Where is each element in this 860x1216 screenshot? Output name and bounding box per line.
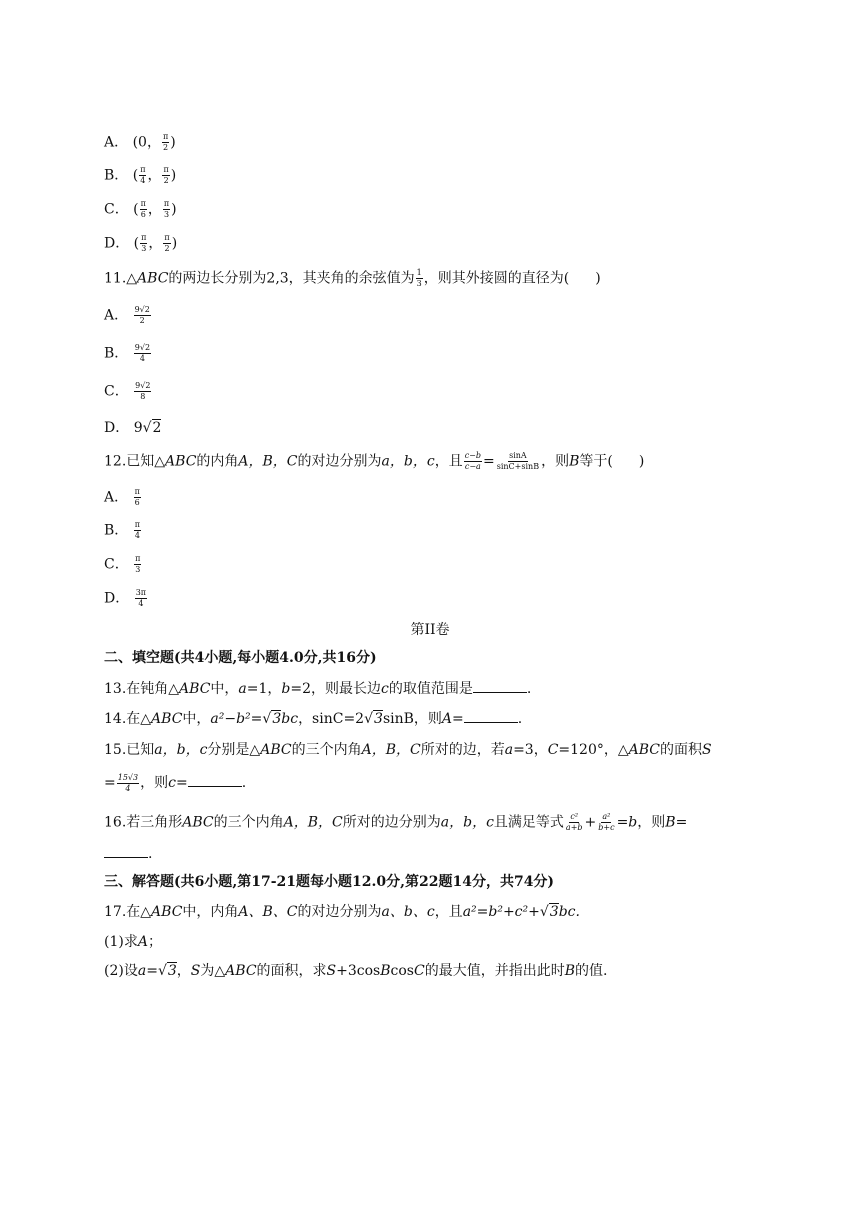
- q10-option-a: A． (0， $\frac{\pi}{2}$ ): [104, 132, 176, 152]
- q10-option-c: C． ( $\frac{\pi}{6}$ ， $\frac{\pi}{3}$ ): [104, 199, 177, 219]
- q16-line2: .: [104, 843, 152, 864]
- q11-option-a: A． $\frac{9√2}{2}$: [104, 305, 150, 325]
- answer-blank: [473, 678, 527, 693]
- q12-option-d: D． $\frac{3\pi}{4}$: [104, 588, 147, 608]
- part3-heading: 三、解答题(共6小题,第17-21题每小题12.0分,第22题14分，共74分): [104, 874, 555, 890]
- q11-stem: 11.△ABC的两边长分别为2,3，其夹角的余弦值为 $\frac{1}{3}$ ，则其外接圆的直径为( ): [104, 268, 601, 288]
- q15-line1: 15.已知a，b，c分别是△ABC的三个内角A，B，C所对的边，若a=3，C=120°，△ABC的面积S: [104, 742, 712, 758]
- q16-line1: 16.若三角形ABC的三个内角A，B，C所对的边分别为a，b，c且满足等式 $\frac{\text{c²}}{a+b}$ + $\frac{\text{a²}}{b+c}$ =b，则B=: [104, 812, 688, 832]
- section-title: 第II卷: [410, 622, 450, 638]
- q13: 13.在钝角△ABC中，a=1，b=2，则最长边c的取值范围是 .: [104, 678, 531, 699]
- answer-blank: [104, 843, 148, 858]
- q17-sub2: (2)设a=√3，S为△ABC的面积，求S+3cosBcosC的最大值，并指出此时B的值.: [104, 963, 608, 979]
- fraction: $\frac{\pi}{2}$: [162, 132, 169, 152]
- q11-option-c: C． $\frac{9√2}{8}$: [104, 381, 151, 401]
- q10-option-b: B． ( $\frac{\pi}{4}$ ， $\frac{\pi}{2}$ ): [104, 165, 177, 185]
- q10-option-d: D． ( $\frac{\pi}{3}$ ， $\frac{\pi}{2}$ ): [104, 233, 178, 253]
- q12-option-a: A． $\frac{\pi}{6}$: [104, 487, 140, 507]
- q17-sub1: (1)求A；: [104, 934, 162, 950]
- q14: 14.在△ABC中，a²−b²=√3bc，sinC=2√3sinB，则A= .: [104, 708, 522, 729]
- q17-stem: 17.在△ABC中，内角A、B、C的对边分别为a、b、c，且a²=b²+c²+√3bc.: [104, 904, 580, 920]
- q11-option-d: D． 9√2: [104, 420, 162, 436]
- answer-blank: [464, 708, 518, 723]
- q15-line2: = $\frac{15√3}{4}$ ，则c= .: [104, 772, 247, 793]
- q12-option-c: C． $\frac{\pi}{3}$: [104, 554, 141, 574]
- q12-option-b: B． $\frac{\pi}{4}$: [104, 520, 141, 540]
- part2-heading: 二、填空题(共4小题,每小题4.0分,共16分): [104, 650, 377, 666]
- q12-stem: 12.已知△ABC的内角A，B，C的对边分别为a，b，c，且 $\frac{c-b}{c-a}$ = $\frac{\sin A}{\sin C+\sin B}$ ，则B等于( ): [104, 451, 645, 471]
- q11-option-b: B． $\frac{9√2}{4}$: [104, 343, 151, 363]
- answer-blank: [188, 772, 242, 787]
